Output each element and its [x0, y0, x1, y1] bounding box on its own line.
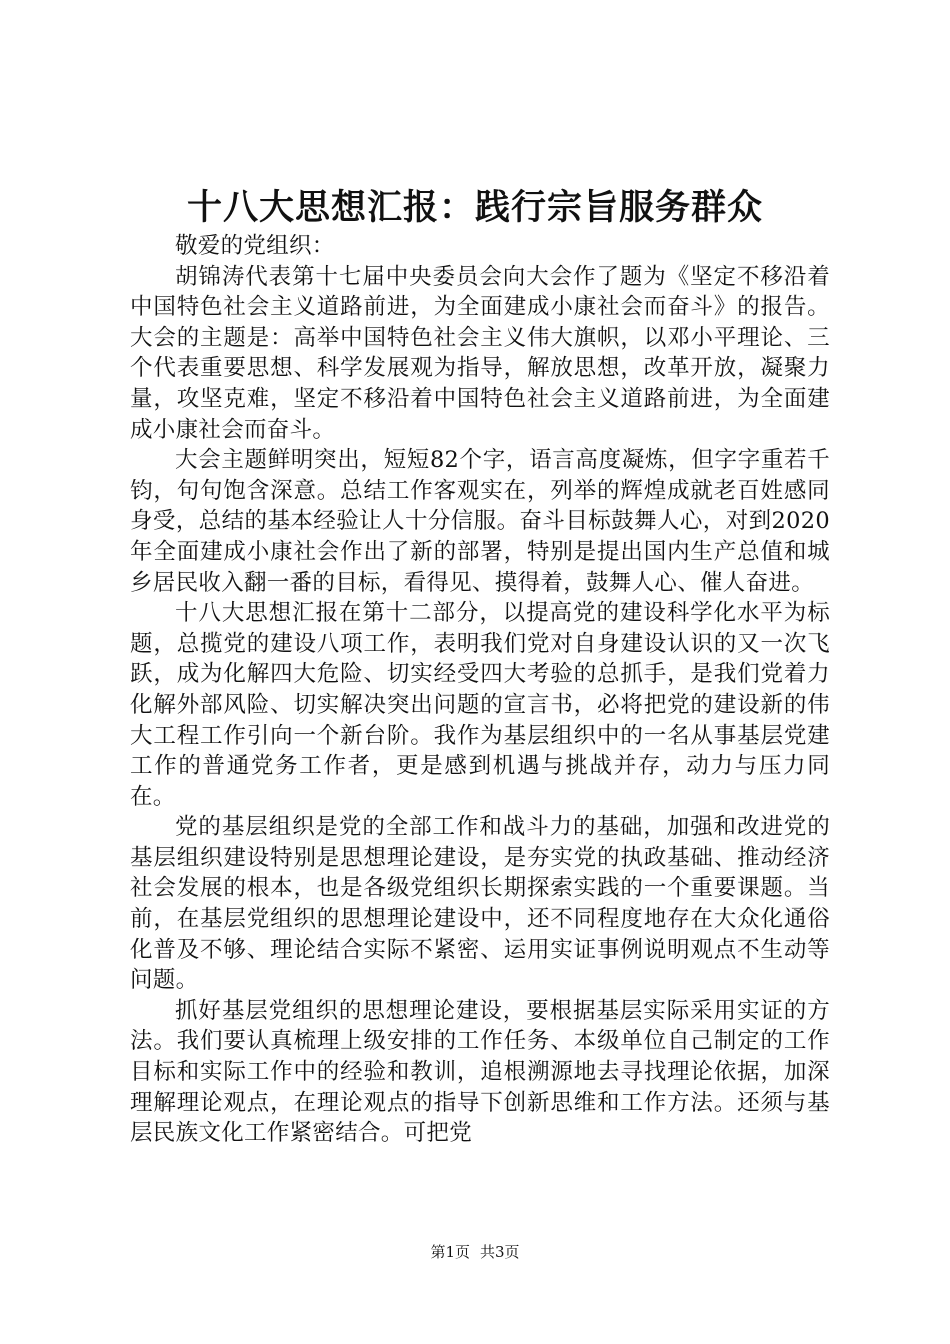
document-body — [130, 231, 830, 1149]
page-number-current: 第1页 — [430, 1243, 470, 1261]
body-paragraph-3: 十八大思想汇报在第十二部分，以提高党的建设科学化水平为标题，总揽党的建设八项工作，表明我们党对自身建设认识的又一次飞跃，成为化解四大危险、切实经受四大考验的总抓手，是我们党着力化解外部风险、切实解决突出问题的宣言书，必将把党的建设新的伟大工程工作引向一个新台阶。我作为基层组织中的一名从事基层党建工作的普通党务工作者，更是感到机遇与挑战并存，动力与压力同在。 — [130, 600, 830, 810]
page-number-total: 共3页 — [480, 1243, 520, 1261]
body-paragraph-4: 党的基层组织是党的全部工作和战斗力的基础，加强和改进党的基层组织建设特别是思想理论建设，是夯实党的执政基础、推动经济社会发展的根本，也是各级党组织长期探索实践的一个重要课题。当前，在基层党组织的思想理论建设中，还不同程度地存在大众化通俗化普及不够、理论结合实际不紧密、运用实证事例说明观点不生动等问题。 — [130, 814, 830, 994]
body-paragraph-1: 胡锦涛代表第十七届中央委员会向大会作了题为《坚定不移沿着中国特色社会主义道路前进，为全面建成小康社会而奋斗》的报告。大会的主题是：高举中国特色社会主义伟大旗帜，以邓小平理论、三个代表重要思想、科学发展观为指导，解放思想，改革开放，凝聚力量，攻坚克难，坚定不移沿着中国特色社会主义道路前进，为全面建成小康社会而奋斗。 — [130, 263, 830, 443]
page-footer — [0, 1242, 950, 1262]
body-paragraph-2: 大会主题鲜明突出，短短82个字，语言高度凝炼，但字字重若千钧，句句饱含深意。总结工作客观实在，列举的辉煌成就老百姓感同身受，总结的基本经验让人十分信服。奋斗目标鼓舞人心，对到2020年全面建成小康社会作出了新的部署，特别是提出国内生产总值和城乡居民收入翻一番的目标，看得见、摸得着，鼓舞人心、催人奋进。 — [130, 447, 830, 596]
salutation: 敬爱的党组织： — [175, 233, 335, 259]
document-title: 十八大思想汇报：践行宗旨服务群众 — [186, 187, 763, 228]
body-paragraph-5: 抓好基层党组织的思想理论建设，要根据基层实际采用实证的方法。我们要认真梳理上级安排的工作任务、本级单位自己制定的工作目标和实际工作中的经验和教训，追根溯源地去寻找理论依据，加深理解理论观点，在理论观点的指导下创新思维和工作方法。还须与基层民族文化工作紧密结合。可把党 — [130, 997, 830, 1147]
